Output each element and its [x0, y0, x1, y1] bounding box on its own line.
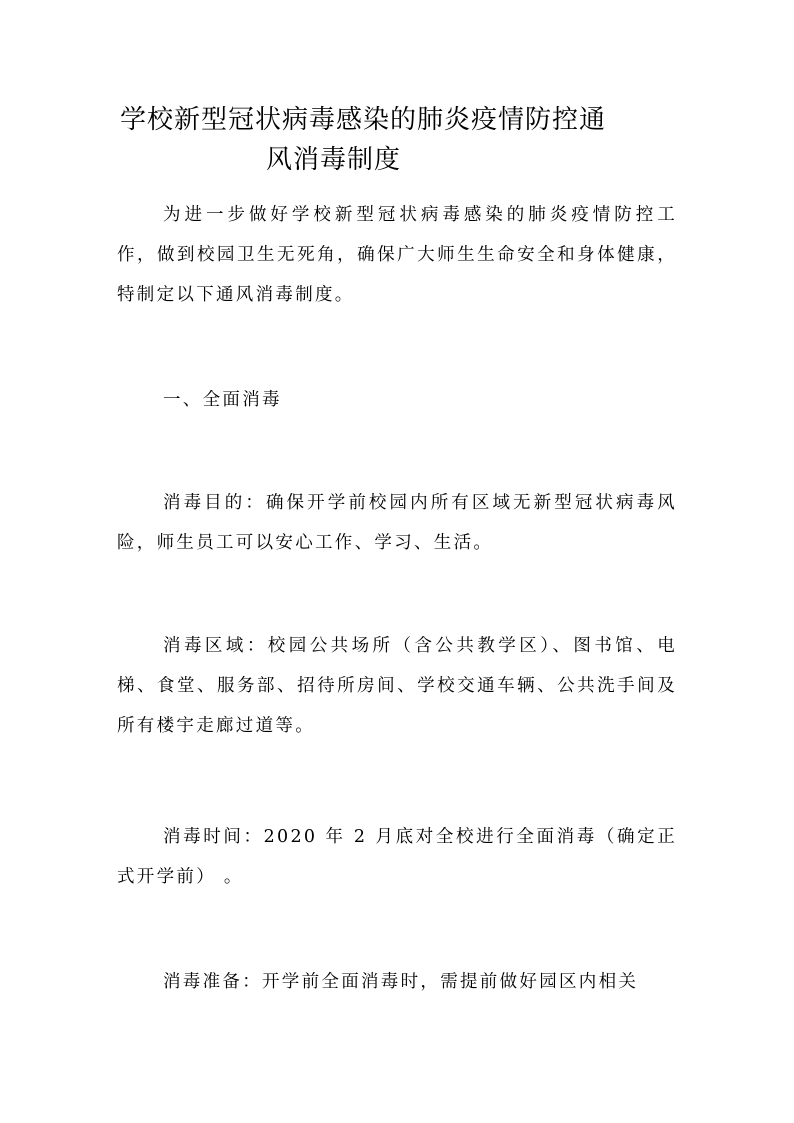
section-heading-full-disinfection: 一、全面消毒: [163, 390, 282, 410]
disinfection-purpose-paragraph: 消毒目的：确保开学前校园内所有区域无新型冠状病毒风险，师生员工可以安心工作、学习、生活。: [117, 493, 677, 553]
disinfection-area-paragraph: 消毒区域：校园公共场所（含公共教学区）、图书馆、电梯、食堂、服务部、招待所房间、学校交通车辆、公共洗手间及所有楼宇走廊过道等。: [117, 636, 677, 736]
disinfection-time-paragraph: 消毒时间：2020 年 2 月底对全校进行全面消毒（确定正式开学前） 。: [117, 827, 677, 887]
document-title-line-2: 风消毒制度: [266, 145, 402, 175]
intro-paragraph: 为进一步做好学校新型冠状病毒感染的肺炎疫情防控工作，做到校园卫生无死角，确保广大师生生命安全和身体健康，特制定以下通风消毒制度。: [117, 205, 677, 305]
document-title-line-1: 学校新型冠状病毒感染的肺炎疫情防控通: [120, 105, 607, 135]
disinfection-preparation-paragraph: 消毒准备：开学前全面消毒时，需提前做好园区内相关: [163, 972, 639, 992]
